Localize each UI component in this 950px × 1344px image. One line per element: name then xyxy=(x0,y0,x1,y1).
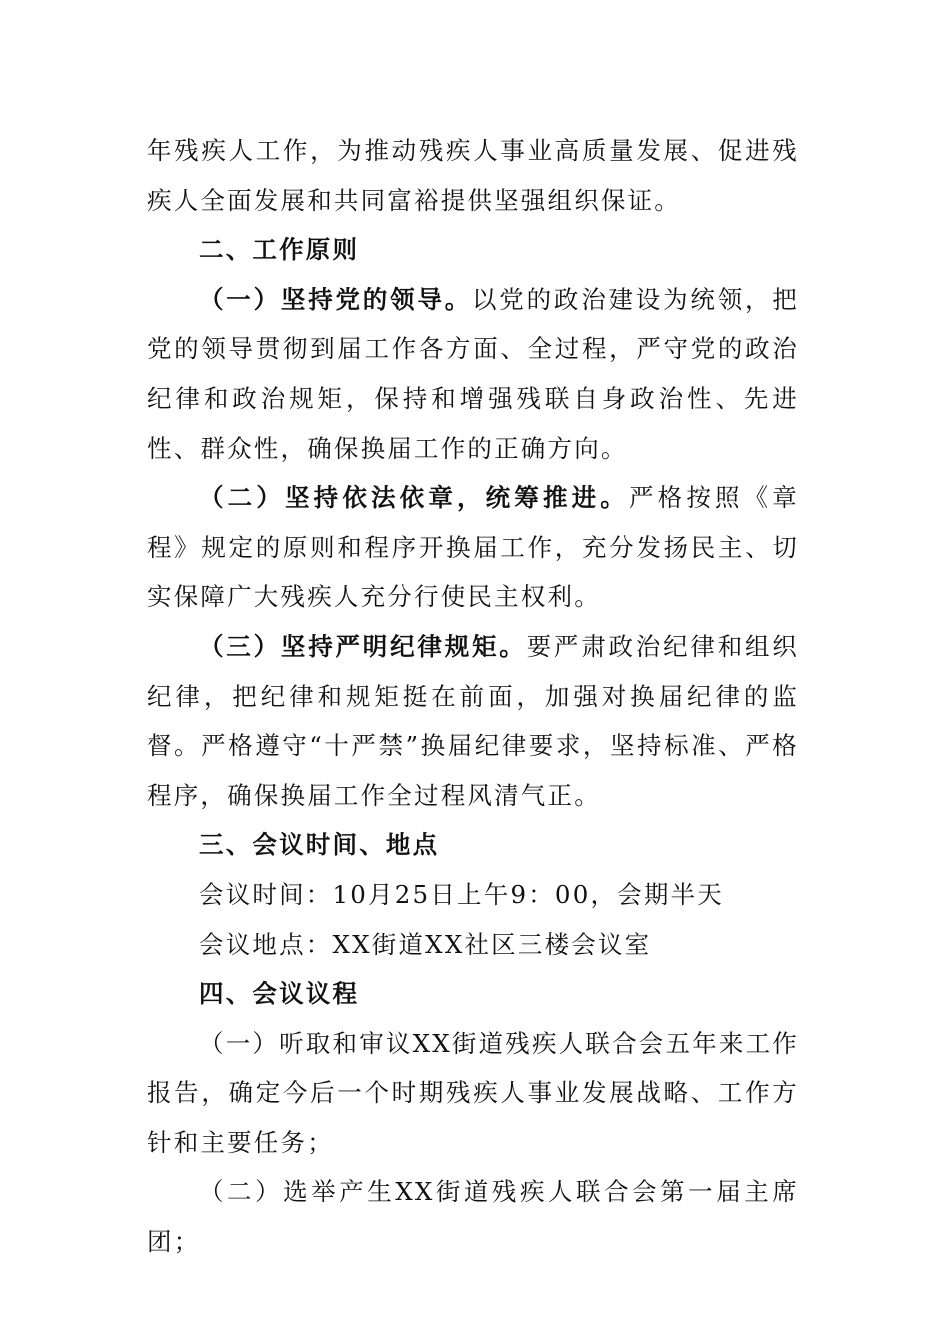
principle-paragraph-3 xyxy=(147,622,799,820)
section-heading-principles: 二、工作原则 xyxy=(199,235,360,265)
meeting-place: 会议地点：XX街道XX社区三楼会议室 xyxy=(199,929,652,959)
document-body xyxy=(147,126,799,1267)
agenda-item-2: （二）选举产生XX街道残疾人联合会第一届主席团； xyxy=(147,1177,799,1257)
principle-lead-2: （二）坚持依法依章，统筹推进。 xyxy=(199,483,629,513)
principle-body-3: 要严肃政治纪律和组织纪律，把纪律和规矩挺在前面，加强对换届纪律的监督。严格遵守“十严禁”换届纪律要求，坚持标准、严格程序，确保换届工作全过程风清气正。 xyxy=(147,631,800,810)
principle-lead-1: （一）坚持党的领导。 xyxy=(199,284,472,314)
principle-paragraph-2 xyxy=(147,473,799,622)
agenda-item-1: （一）听取和审议XX街道残疾人联合会五年来工作报告，确定今后一个时期残疾人事业发展战略、工作方针和主要任务； xyxy=(147,1028,799,1157)
meeting-time: 会议时间：10月25日上午9：00，会期半天 xyxy=(199,879,725,909)
principle-body-1: 以党的政治建设为统领，把党的领导贯彻到届工作各方面、全过程，严守党的政治纪律和政治规矩，保持和增强残联自身政治性、先进性、群众性，确保换届工作的正确方向。 xyxy=(147,284,799,463)
intro-paragraph: 年残疾人工作，为推动残疾人事业高质量发展、促进残疾人全面发展和共同富裕提供坚强组织保证。 xyxy=(147,136,799,215)
section-heading-time-place: 三、会议时间、地点 xyxy=(199,830,440,860)
section-heading-agenda: 四、会议议程 xyxy=(199,979,360,1009)
principle-body-2: 严格按照《章程》规定的原则和程序开换届工作，充分发扬民主、切实保障广大残疾人充分行使民主权利。 xyxy=(147,483,800,612)
principle-lead-3: （三）坚持严明纪律规矩。 xyxy=(199,631,527,661)
principle-paragraph-1 xyxy=(147,275,799,473)
